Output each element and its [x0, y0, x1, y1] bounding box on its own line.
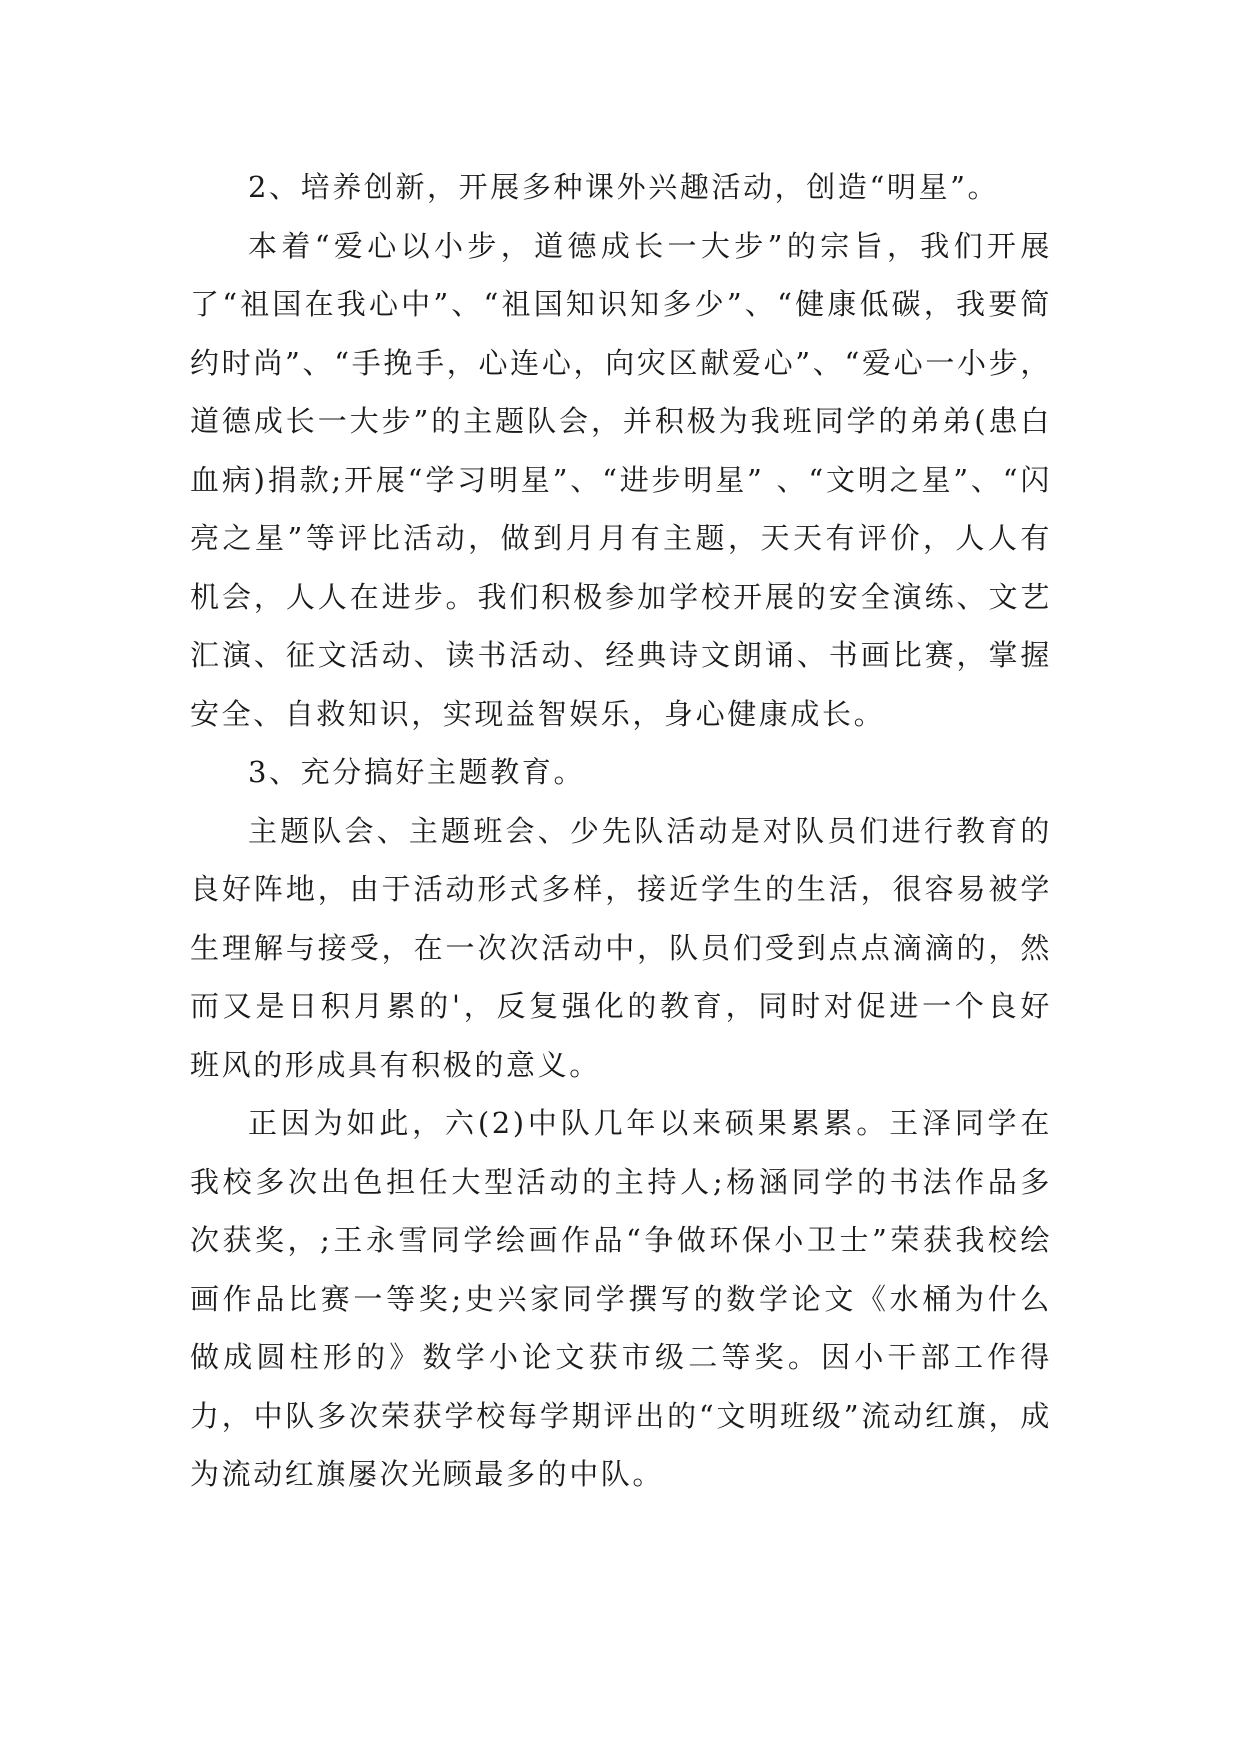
document-body [190, 158, 1052, 1504]
paragraph-theme-education: 主题队会、主题班会、少先队活动是对队员们进行教育的良好阵地，由于活动形式多样，接近学生的生活，很容易被学生理解与接受，在一次次活动中，队员们受到点点滴滴的，然而又是日积月累的'，反复强化的教育，同时对促进一个良好班风的形成具有积极的意义。 [190, 813, 1052, 1082]
paragraph-activities: 本着“爱心以小步，道德成长一大步”的宗旨，我们开展了“祖国在我心中”、“祖国知识知多少”、“健康低碳，我要简约时尚”、“手挽手，心连心，向灾区献爱心”、“爱心一小步，道德成长一大步”的主题队会，并积极为我班同学的弟弟(患白血病)捐款;开展“学习明星”、“进步明星” 、“文明之星”、“闪亮之星”等评比活动，做到月月有主题，天天有评价，人人有机会，人人在进步。我们积极参加学校开展的安全演练、文艺汇演、征文活动、读书活动、经典诗文朗诵、书画比赛，掌握安全、自救知识，实现益智娱乐，身心健康成长。 [190, 228, 1052, 731]
paragraph-heading-2: 2、培养创新，开展多种课外兴趣活动，创造“明星”。 [248, 170, 1000, 204]
paragraph-heading-3: 3、充分搞好主题教育。 [248, 755, 586, 789]
paragraph-achievements: 正因为如此，六(2)中队几年以来硕果累累。王泽同学在我校多次出色担任大型活动的主持人;杨涵同学的书法作品多次获奖，;王永雪同学绘画作品“争做环保小卫士”荣获我校绘画作品比赛一等奖;史兴家同学撰写的数学论文《水桶为什么做成圆柱形的》数学小论文获市级二等奖。因小干部工作得力，中队多次荣获学校每学期评出的“文明班级”流动红旗，成为流动红旗屡次光顾最多的中队。 [190, 1106, 1052, 1491]
